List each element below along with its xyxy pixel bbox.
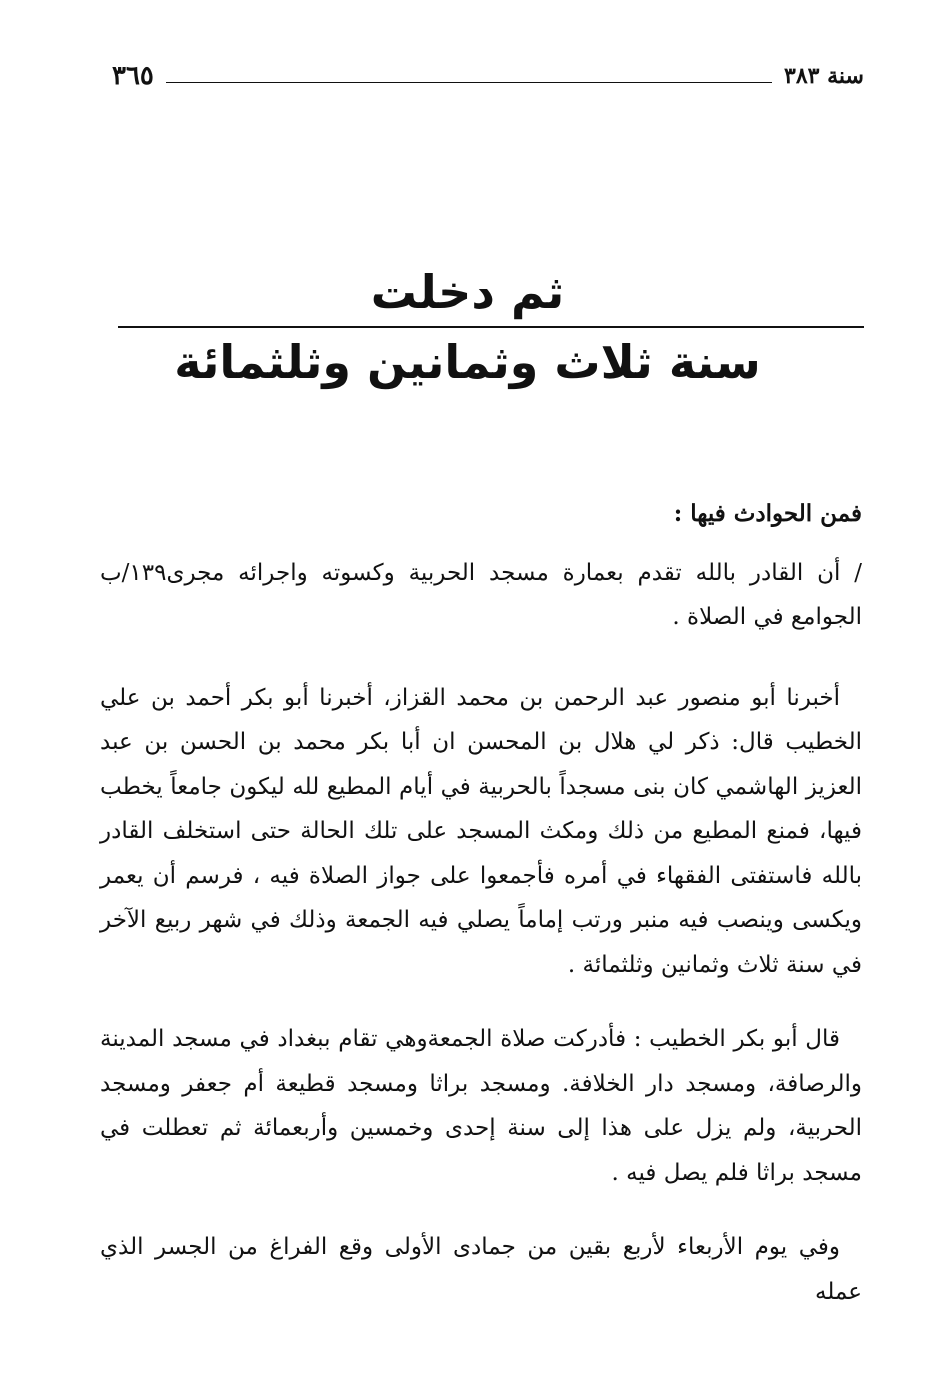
running-header-year: سنة ٣٨٣ [784,63,864,89]
body-text [100,492,862,1344]
section-heading: فمن الحوادث فيها : [673,500,862,527]
event-text: / أن القادر بالله تقدم بعمارة مسجد الحربية وكسوته واجرائه مجرى الجوامع في الصلاة . [166,559,862,630]
paragraph-bridge: وفي يوم الأربعاء لأربع بقين من جمادى الأولى وقع الفراغ من الجسر الذي عمله [100,1234,862,1305]
paragraph-friday-prayer: قال أبو بكر الخطيب : فأدركت صلاة الجمعةوهي تقام ببغداد في مسجد المدينة والرصافة، ومسجد دار الخلافة. ومسجد براثا ومسجد قطيعة أم جعفر ومسجد الحربية، ولم يزل على هذا إلى سنة إحدى وخمسين وأربعمائة ثم تعطلت في مسجد براثا فلم يصل فيه . [100,1026,862,1186]
event-entry [100,551,862,640]
chapter-title-rule [118,326,864,328]
header-rule [166,82,772,83]
page-number: ٣٦٥ [112,61,154,91]
running-header [112,58,864,94]
chapter-title-line1: ثم دخلت [370,265,565,319]
paragraph-khatib-report: أخبرنا أبو منصور عبد الرحمن بن محمد القزاز، أخبرنا أبو بكر أحمد بن علي الخطيب قال: ذكر لي هلال بن المحسن ان أبا بكر محمد بن الحسن بن عبد العزيز الهاشمي كان بنى مسجداً بالحربية في أيام المطيع لله ليكون جامعاً يخطب فيها، فمنع المطيع من ذلك ومكث المسجد على تلك الحالة حتى استخلف القادر بالله فاستفتى الفقهاء في أمره فأجمعوا على جواز الصلاة فيه ، فرسم أن يعمر ويكسى وينصب فيه منبر ورتب إماماً يصلي فيه الجمعة وذلك في شهر ربيع الآخر في سنة ثلاث وثمانين وثلثمائة . [100,684,862,978]
manuscript-folio-ref: ١٣٩/ب [100,559,167,586]
chapter-title-line2: سنة ثلاث وثمانين وثلثمائة [174,335,761,389]
